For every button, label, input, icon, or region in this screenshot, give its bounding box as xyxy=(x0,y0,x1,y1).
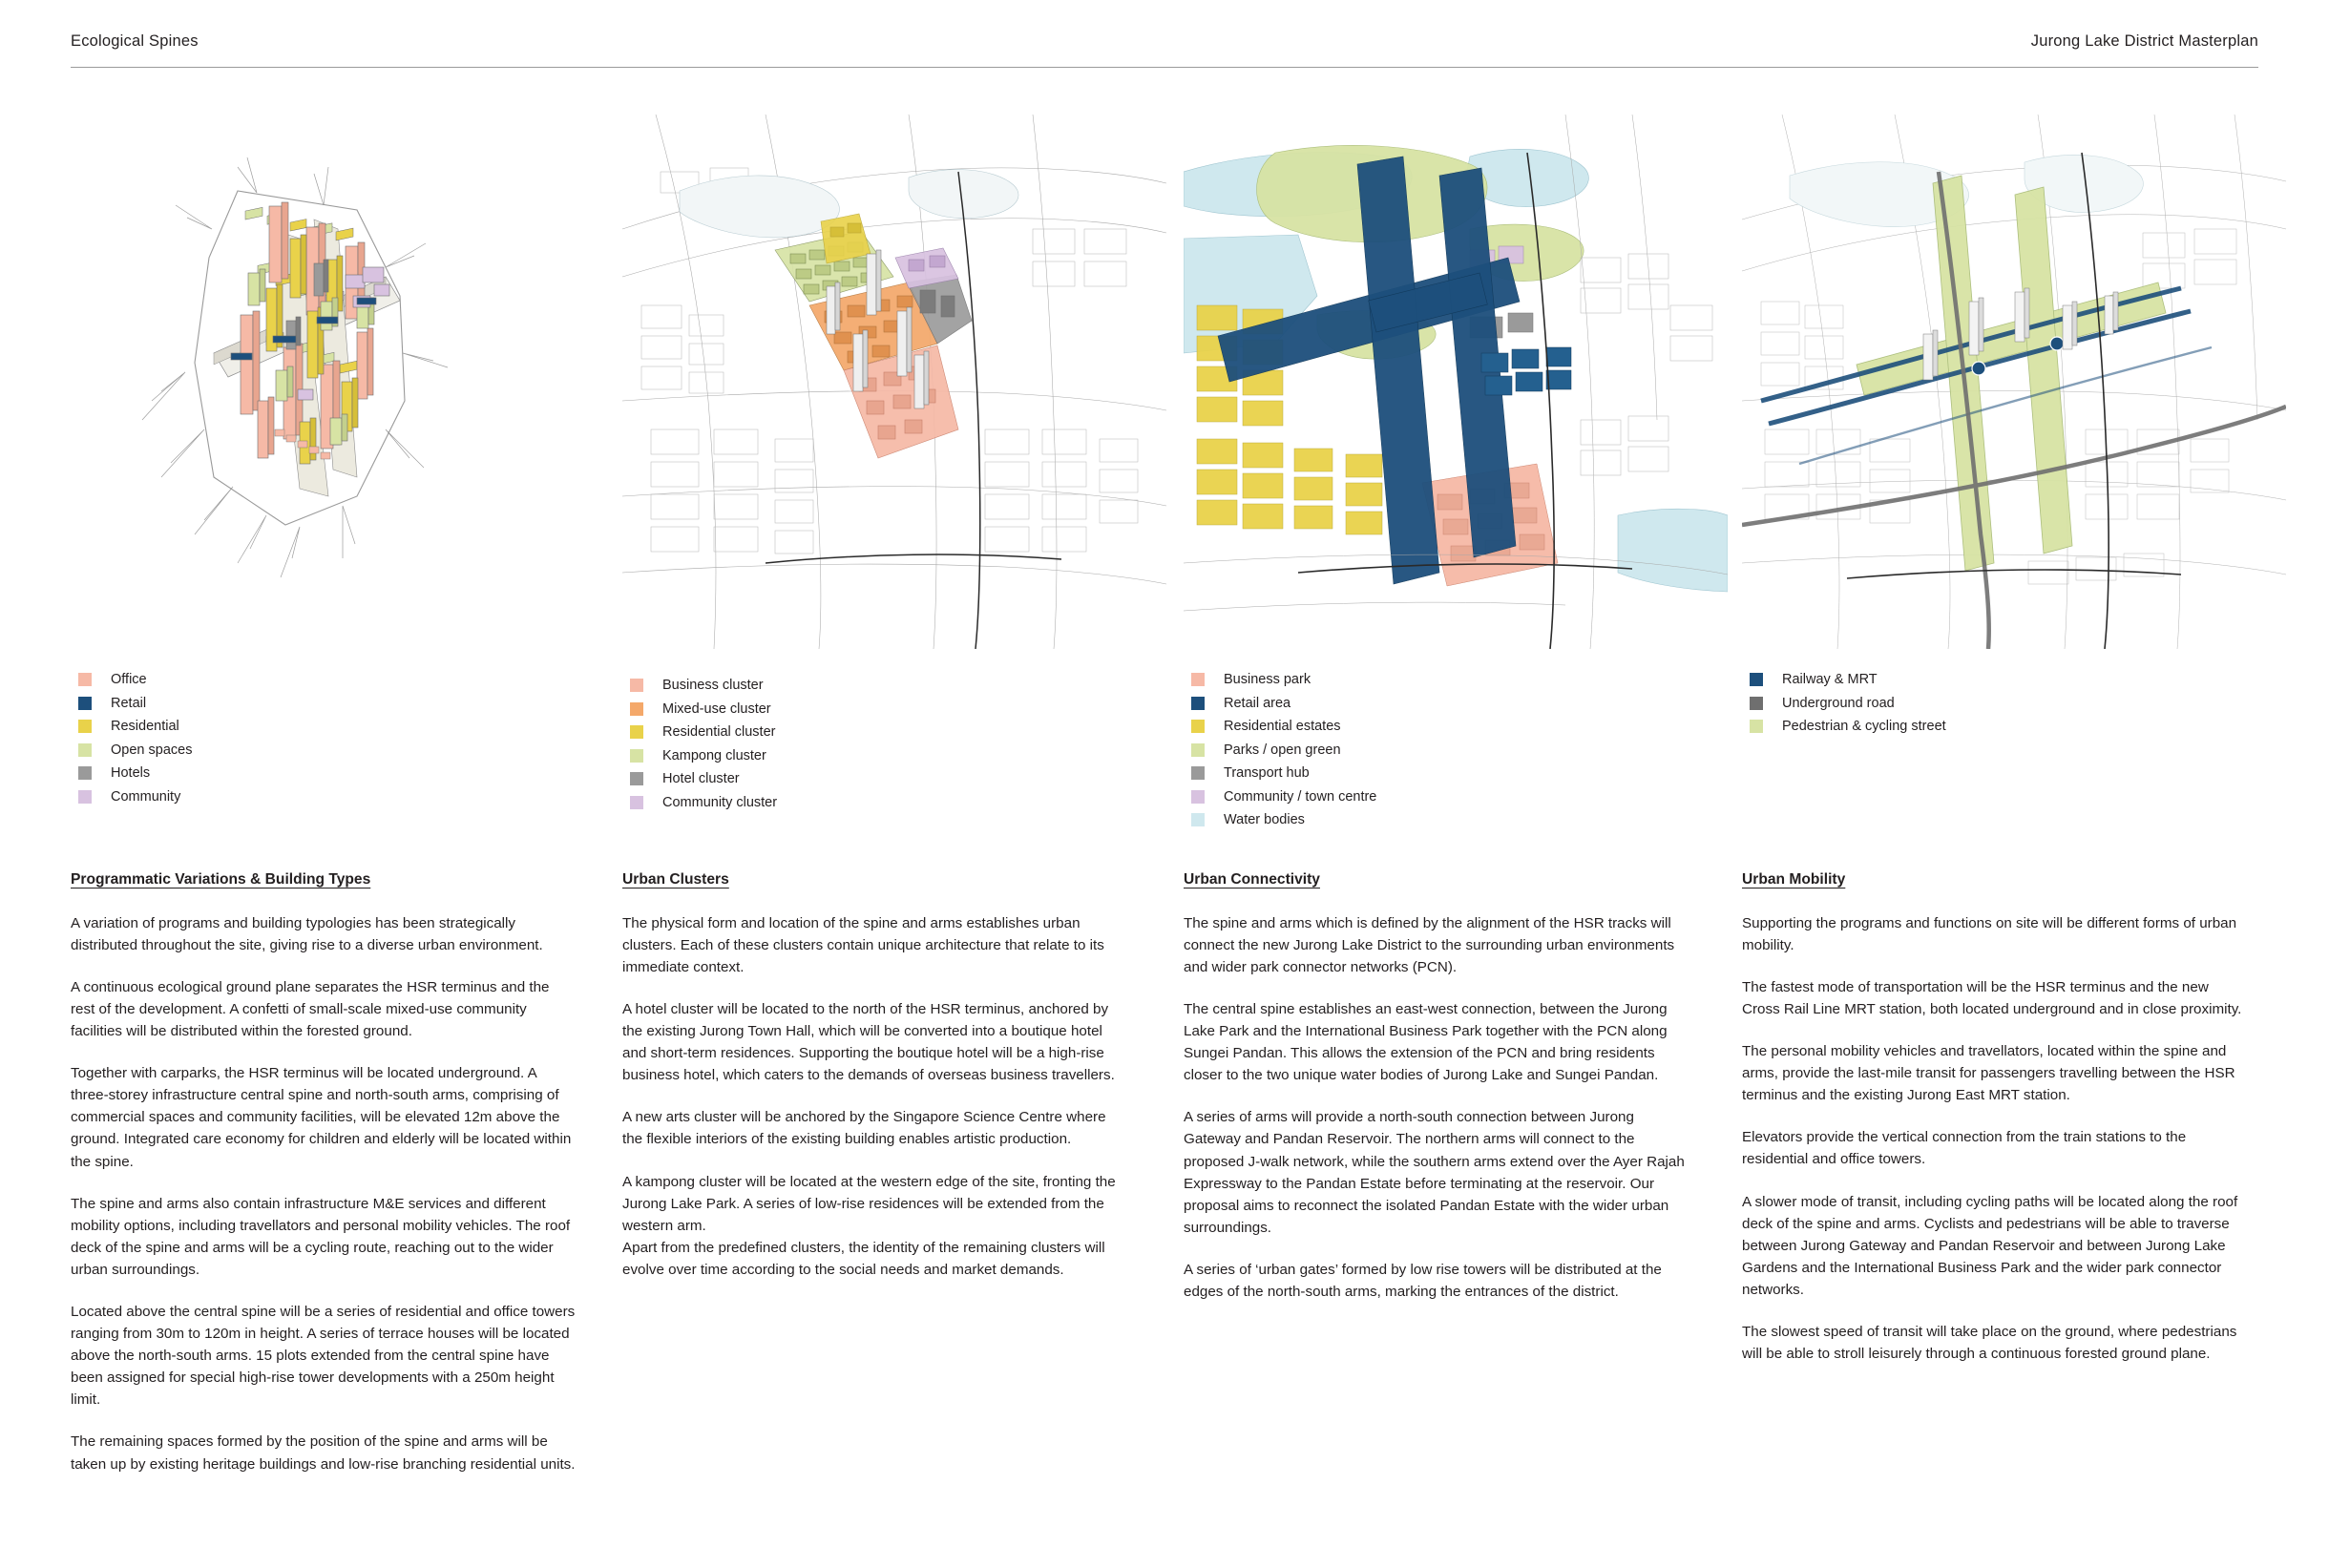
legend-label: Residential cluster xyxy=(662,724,776,740)
legend-swatch xyxy=(1191,697,1205,710)
legend-swatch xyxy=(1191,743,1205,757)
legend-label: Transport hub xyxy=(1224,765,1310,781)
legend-item xyxy=(630,721,1164,744)
legend-label: Hotels xyxy=(111,765,151,781)
paragraph: Apart from the predefined clusters, the identity of the remaining clusters will evolve over time according to the social needs and market demands. xyxy=(622,1239,1105,1278)
legend-label: Open spaces xyxy=(111,742,193,758)
legend-item xyxy=(78,668,613,692)
paragraph: Together with carparks, the HSR terminus will be located underground. A three-storey infrastructure central spine and north-south arms, comprising of commercial spaces and community facilities, will be elevated 12m above the ground. Integrated care economy for children and elderly will be located within the spine. xyxy=(71,1065,572,1170)
paragraph: The slowest speed of transit will take place on the ground, where pedestrians will be able to stroll leisurely through a continuous forested ground plane. xyxy=(1742,1324,2237,1363)
legend-swatch xyxy=(630,679,643,692)
legend-label: Mixed-use cluster xyxy=(662,700,771,717)
text-block-mobility xyxy=(1742,868,2248,1385)
paragraph: A series of ‘urban gates’ formed by low rise towers will be distributed at the edges of the north-south arms, marking the entrances of the district. xyxy=(1184,1261,1662,1300)
paragraph: Located above the central spine will be a series of residential and office towers ranging from 30m to 120m in height. A series of terrace houses will be located above the north-south arms. 15 plots extended from the central spine have been assigned for special high-rise tower developments with a 250m height limit. xyxy=(71,1304,576,1409)
legend-label: Retail area xyxy=(1224,695,1291,711)
legend-swatch xyxy=(1191,720,1205,733)
legend-programmatic xyxy=(78,668,613,808)
legend-swatch xyxy=(78,743,92,757)
legend-swatch xyxy=(1191,790,1205,804)
figure-column-mobility xyxy=(1742,115,2286,649)
legend-swatch xyxy=(1750,720,1763,733)
legend-item xyxy=(1191,715,1726,739)
legend-label: Community xyxy=(111,788,181,805)
paragraph: The personal mobility vehicles and travellators, located within the spine and arms, provide the last-mile transit for passengers travelling between the HSR terminus and the existing Jurong East MRT station. xyxy=(1742,1043,2235,1104)
legend-swatch xyxy=(78,790,92,804)
figure-column-connectivity xyxy=(1184,115,1728,649)
legend-label: Parks / open green xyxy=(1224,742,1341,758)
legend-item xyxy=(1750,692,2284,716)
legend-label: Residential xyxy=(111,719,179,734)
paragraph: A new arts cluster will be anchored by the Singapore Science Centre where the flexible interiors of the existing building enables artistic production. xyxy=(622,1109,1106,1148)
axonometric-programmatic-variations-diagram xyxy=(71,115,615,649)
legend-connectivity xyxy=(1191,668,1726,832)
legend-item xyxy=(630,791,1164,815)
paragraph: A series of arms will provide a north-south connection between Jurong Gateway and Pandan Reservoir. The northern arms will connect to the proposed J-walk network, while the southern arms extend over the Ayer Rajah Expressway to the Pandan Estate before terminating at the reservoir. Our proposal aims to reconnect the isolated Pandan Estate with the wider urban surroundings. xyxy=(1184,1109,1685,1236)
legend-label: Railway & MRT xyxy=(1782,672,1878,687)
legend-label: Business park xyxy=(1224,672,1311,687)
legend-swatch xyxy=(78,673,92,686)
legend-item xyxy=(1191,668,1726,692)
legend-item xyxy=(78,692,613,716)
legend-item xyxy=(78,715,613,739)
legend-swatch xyxy=(1191,766,1205,780)
section-heading: Urban Clusters xyxy=(622,871,729,888)
paragraph: The spine and arms also contain infrastructure M&E services and different mobility options, including travellators and personal mobility vehicles. The roof deck of the spine and arms will be a cycling route, reaching out to the wider urban surroundings. xyxy=(71,1195,571,1278)
legend-item xyxy=(630,698,1164,721)
legend-item xyxy=(1750,668,2284,692)
legend-swatch xyxy=(1750,673,1763,686)
legend-item xyxy=(1750,715,2284,739)
legend-item xyxy=(1191,762,1726,785)
legend-swatch xyxy=(1191,673,1205,686)
urban-mobility-plan-diagram xyxy=(1742,115,2286,649)
legend-swatch xyxy=(630,772,643,785)
paragraph: The remaining spaces formed by the position of the spine and arms will be taken up by existing heritage buildings and low-rise branching residential units. xyxy=(71,1433,576,1473)
section-heading: Programmatic Variations & Building Types xyxy=(71,871,371,888)
legend-item xyxy=(1191,808,1726,832)
legend-item xyxy=(78,785,613,809)
legend-label: Residential estates xyxy=(1224,719,1341,734)
legend-label: Business cluster xyxy=(662,678,764,693)
legend-swatch xyxy=(630,702,643,716)
legend-item xyxy=(78,762,613,785)
section-heading: Urban Connectivity xyxy=(1184,871,1320,888)
text-block-connectivity xyxy=(1184,868,1689,1323)
page-header xyxy=(71,32,2258,68)
legend-label: Pedestrian & cycling street xyxy=(1782,719,1946,734)
legend-item xyxy=(78,739,613,763)
paragraph: A variation of programs and building typologies has been strategically distributed throughout the site, giving rise to a diverse urban environment. xyxy=(71,914,543,953)
legend-swatch xyxy=(78,720,92,733)
legend-item xyxy=(1191,739,1726,763)
paragraph: The central spine establishes an east-west connection, between the Jurong Lake Park and the International Business Park together with the PCN along Sungei Pandan. This allows the extension of the PCN and bring residents closer to the two unique water bodies of Jurong Lake and Sungei Pandan. xyxy=(1184,1000,1668,1084)
legend-label: Retail xyxy=(111,695,147,711)
paragraph: The spine and arms which is defined by the alignment of the HSR tracks will connect the new Jurong Lake District to the surrounding urban environments and wider park connector networks (PCN). xyxy=(1184,914,1675,975)
legend-swatch xyxy=(630,725,643,739)
legend-label: Community / town centre xyxy=(1224,788,1377,805)
paragraph: The fastest mode of transportation will be the HSR terminus and the new Cross Rail Line MRT station, both located underground and in close proximity. xyxy=(1742,978,2242,1017)
paragraph: A slower mode of transit, including cycling paths will be located along the roof deck of the spine and arms. Cyclists and pedestrians will be able to traverse between Jurong Gateway and Pandan Reservoir and between Jurong Lake Gardens and the International Business Park and the wider park connector networks. xyxy=(1742,1193,2238,1298)
figure-column-clusters xyxy=(622,115,1166,649)
legend-swatch xyxy=(1750,697,1763,710)
paragraph: A hotel cluster will be located to the north of the HSR terminus, anchored by the existing Jurong Town Hall, which will be converted into a boutique hotel and short-term residences. Supporting the boutique hotel will be a high-rise business hotel, which caters to the demands of overseas business travellers. xyxy=(622,1000,1115,1084)
text-block-clusters xyxy=(622,868,1128,1301)
text-block-programmatic xyxy=(71,868,577,1495)
legend-item xyxy=(630,767,1164,791)
legend-item xyxy=(630,744,1164,768)
legend-item xyxy=(1191,692,1726,716)
legend-mobility xyxy=(1750,668,2284,739)
legend-label: Water bodies xyxy=(1224,812,1305,827)
paragraph: A kampong cluster will be located at the western edge of the site, fronting the Jurong Lake Park. A series of low-rise residences will be extended from the western arm. xyxy=(622,1173,1116,1234)
legend-label: Office xyxy=(111,672,147,687)
legend-swatch xyxy=(1191,813,1205,826)
urban-clusters-plan-diagram xyxy=(622,115,1166,649)
header-left-title: Ecological Spines xyxy=(71,32,199,50)
legend-item xyxy=(630,674,1164,698)
legend-swatch xyxy=(630,749,643,763)
paragraph: A continuous ecological ground plane separates the HSR terminus and the rest of the development. A confetti of small-scale mixed-use community facilities will be distributed within the forested ground. xyxy=(71,978,550,1040)
legend-clusters xyxy=(630,674,1164,814)
legend-swatch xyxy=(78,766,92,780)
urban-connectivity-plan-diagram xyxy=(1184,115,1728,649)
paragraph: The physical form and location of the spine and arms establishes urban clusters. Each of these clusters contain unique architecture that relate to its immediate context. xyxy=(622,914,1104,975)
paragraph: Elevators provide the vertical connection from the train stations to the residential and office towers. xyxy=(1742,1129,2187,1168)
legend-item xyxy=(1191,785,1726,809)
legend-swatch xyxy=(630,796,643,809)
legend-label: Underground road xyxy=(1782,695,1895,711)
legend-label: Kampong cluster xyxy=(662,747,766,763)
legend-label: Community cluster xyxy=(662,794,778,810)
legend-label: Hotel cluster xyxy=(662,771,740,786)
legend-swatch xyxy=(78,697,92,710)
header-right-title: Jurong Lake District Masterplan xyxy=(2030,32,2258,50)
figure-column-programmatic xyxy=(71,115,615,649)
section-heading: Urban Mobility xyxy=(1742,871,1846,888)
paragraph: Supporting the programs and functions on site will be different forms of urban mobility. xyxy=(1742,914,2237,953)
